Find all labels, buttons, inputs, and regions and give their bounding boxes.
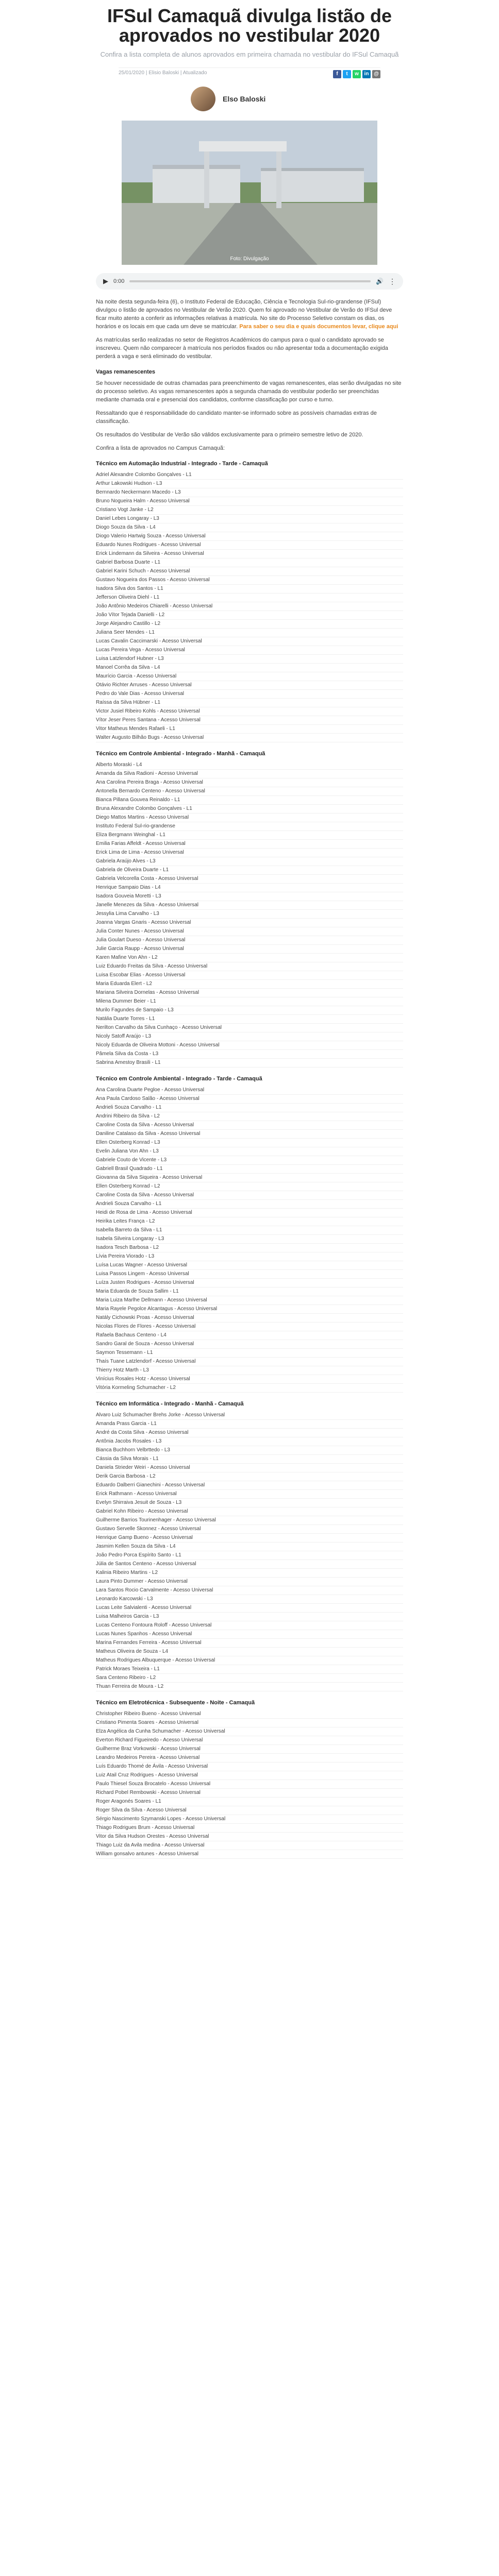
approved-list [96,471,403,742]
page-title: IFSul Camaquã divulga listão de aprovados no vestibular 2020 [107,5,392,46]
list-item: Lucas Pereira Vega - Acesso Universal [96,646,403,655]
list-item: Ellen Osterberg Konrad - L2 [96,1182,403,1191]
list-item: Julia Conter Nunes - Acesso Universal [96,927,403,936]
list-item: Giovanna da Silva Siqueira - Acesso Universal [96,1174,403,1182]
list-item: Gabriel Kohn Ribeiro - Acesso Universal [96,1507,403,1516]
list-item: Amanda da Silva Radioni - Acesso Universal [96,770,403,778]
list-item: Marina Fernandes Ferreira - Acesso Universal [96,1639,403,1648]
list-item: Gabriela Araújo Alves - L3 [96,857,403,866]
course-heading: Técnico em Automação Industrial - Integrado - Tarde - Camaquã [96,461,268,467]
paragraph: As matrículas serão realizadas no setor de Registros Acadêmicos do campus para o qual o candidato aprovado se inscreveu. Quem não comparecer à matrícula nos períodos fixados ou não apresentar toda a documentação exigida perderá a vaga e será eliminado do vestibular. [96,337,388,360]
avatar [191,87,215,111]
list-item: Cristiano Pimenta Soares - Acesso Universal [96,1719,403,1727]
list-item: Lucas Nunes Spanhos - Acesso Universal [96,1630,403,1639]
list-item: Guilherme Braz Vorkowski - Acesso Universal [96,1745,403,1754]
list-item: Everton Richard Figueiredo - Acesso Universal [96,1736,403,1745]
list-item: Murilo Fagundes de Sampaio - L3 [96,1006,403,1015]
list-item: Isabella Barreto da Silva - L1 [96,1226,403,1235]
course-heading: Técnico em Eletrotécnica - Subsequente - Noite - Camaquã [96,1700,255,1706]
list-item: Sabrina Amestoy Brasili - L1 [96,1059,403,1067]
list-item: Vitor da Silva Hudson Orestes - Acesso Universal [96,1833,403,1841]
list-item: Isabela Silveira Longaray - L3 [96,1235,403,1244]
more-options-icon[interactable]: ⋮ [389,277,396,285]
linkedin-share-icon[interactable]: in [362,70,371,78]
list-item: João Vítor Tejada Danielli - L2 [96,611,403,620]
course-heading: Técnico em Controle Ambiental - Integrado - Manhã - Camaquã [96,751,265,757]
paragraph-text: Na noite desta segunda-feira (6), o Instituto Federal de Educação, Ciência e Tecnologia Sul-rio-grandense (IFSul) divulgou o listão de aprovados no Vestibular de Verão 2020. Quem foi aprovado no Vestibular de Verão do IFSul deve ficar muito atento a conferir as informações relativas à matrícula. No site do Processo Seletivo constam os dias, os horários e os locais em que cada um deve se matricular. [96,299,392,330]
list-item: Gustavo Nogueira dos Passos - Acesso Universal [96,576,403,585]
list-item: Emilia Farias Affeldt - Acesso Universal [96,840,403,849]
list-item: Vinícius Rosales Hotz - Acesso Universal [96,1375,403,1384]
list-item: Lucas Cavalin Caccimarski - Acesso Universal [96,637,403,646]
list-item: Ana Carolina Duarte Pegloe - Acesso Universal [96,1086,403,1095]
approved-list [96,1710,403,1859]
list-item: Andrini Ribeiro da Silva - L2 [96,1112,403,1121]
list-item: Henrique Gamp Bueno - Acesso Universal [96,1534,403,1543]
list-item: Nicoly Eduarda de Oliveira Mottoni - Acesso Universal [96,1041,403,1050]
paragraph: Os resultados do Vestibular de Verão são válidos exclusivamente para o primeiro semestre letivo de 2020. [96,432,363,438]
paragraph [96,298,403,331]
list-item: Jorge Alejandro Castillo - L2 [96,620,403,629]
list-item: William gonsalvo antunes - Acesso Universal [96,1850,403,1859]
audio-time: 0:00 [113,278,125,284]
list-item: Maria Eduarda Elert - L2 [96,980,403,989]
list-item: Eliza Bergmann Weinghal - L1 [96,831,403,840]
list-item: Sara Centeno Ribeiro - L2 [96,1674,403,1683]
list-item: Gabriel Karini Schuch - Acesso Universal [96,567,403,576]
list-item: Jasmim Kellen Souza da Silva - L4 [96,1543,403,1551]
list-item: Julie Garcia Raupp - Acesso Universal [96,945,403,954]
list-item: Arthur Lakowski Hudson - L3 [96,480,403,488]
list-item: André da Costa Silva - Acesso Universal [96,1429,403,1437]
list-item: Erick Lima de Lima - Acesso Universal [96,849,403,857]
list-item: Eduardo Dalberri Gianechini - Acesso Universal [96,1481,403,1490]
list-item: Matheus Rodrigues Albuquerque - Acesso Universal [96,1656,403,1665]
list-item: Antônia Jacobs Rosales - L3 [96,1437,403,1446]
list-item: Thiago Luiz da Avila medina - Acesso Universal [96,1841,403,1850]
list-item: Luísa Lucas Wagner - Acesso Universal [96,1261,403,1270]
course-heading: Técnico em Controle Ambiental - Integrado - Tarde - Camaquã [96,1076,262,1082]
whatsapp-share-icon[interactable]: w [353,70,361,78]
list-item: Sandro Garal de Souza - Acesso Universal [96,1340,403,1349]
audio-player[interactable] [96,273,403,290]
list-item: Alvaro Luiz Schumacher Brehs Jorke - Acesso Universal [96,1411,403,1420]
list-item: Luisa Latzlendorf Hubner - L3 [96,655,403,664]
documents-link[interactable]: Para saber o seu dia e quais documentos levar, clique aqui [239,324,398,330]
list-item: Heidi de Rosa de Lima - Acesso Universal [96,1209,403,1217]
author-block [191,84,499,113]
list-item: Antonella Bernardo Centeno - Acesso Universal [96,787,403,796]
volume-icon[interactable]: 🔊 [376,278,384,285]
list-item: Diego Mattos Martins - Acesso Universal [96,814,403,822]
list-item: Ellen Osterberg Konrad - L3 [96,1139,403,1147]
list-item: Bruno Nogueira Halm - Acesso Universal [96,497,403,506]
list-item: Cristiano Vogt Janke - L2 [96,506,403,515]
list-item: Erick Rathmann - Acesso Universal [96,1490,403,1499]
list-item: Roger Silva da Silva - Acesso Universal [96,1806,403,1815]
list-item: Pâmela Silva da Costa - L3 [96,1050,403,1059]
list-item: Erick Lindemann da Silveira - Acesso Universal [96,550,403,558]
list-item: Andrieli Souza Carvalho - L1 [96,1200,403,1209]
list-item: Gabriela de Oliveira Duarte - L1 [96,866,403,875]
list-item: Natály Cichowski Proas - Acesso Universal [96,1314,403,1323]
list-item: Caroline Costa da Silva - Acesso Universal [96,1121,403,1130]
paragraph: Se houver necessidade de outras chamadas para preenchimento de vagas remanescentes, elas serão divulgadas no site do processo seletivo. As vagas remanescentes após a segunda chamada do vestibular poderão ser preenchidas mediante chamada oral e presencial dos candidatos, conforme classificação por curso e turno. [96,380,402,403]
list-item: Isadora Tesch Barbosa - L2 [96,1244,403,1252]
image-caption: Foto: Divulgação [230,256,269,262]
list-item: Diogo Souza da Silva - L4 [96,523,403,532]
list-item: Thiago Rodrigues Brum - Acesso Universal [96,1824,403,1833]
approved-list [96,1411,403,1691]
list-item: Vitória Kormeling Schumacher - L2 [96,1384,403,1393]
list-item: Jessylia Lima Carvalho - L3 [96,910,403,919]
list-item: Maria Rayele Pegolce Alcantagus - Acesso Universal [96,1305,403,1314]
list-item: Guilherme Barrios Tourinenhager - Acesso Universal [96,1516,403,1525]
course-heading: Técnico em Informática - Integrado - Manhã - Camaquã [96,1401,244,1407]
list-item: Paulo Thiesel Souza Brocatelo - Acesso Universal [96,1780,403,1789]
list-item: Gabriell Brasil Quadrado - L1 [96,1165,403,1174]
approved-list [96,1086,403,1393]
list-item: Cássia da Silva Morais - L1 [96,1455,403,1464]
paragraph: Ressaltando que é responsabilidade do candidato manter-se informado sobre as possíveis chamadas extras de classificação. [96,410,377,425]
list-item: Luisa Escobar Elias - Acesso Universal [96,971,403,980]
list-item: Bianca Pillana Gouvea Reinaldo - L1 [96,796,403,805]
list-item: Henrique Sampaio Dias - L4 [96,884,403,892]
list-item: Sérgio Nascimento Szymanski Lopes - Acesso Universal [96,1815,403,1824]
audio-progress[interactable] [129,280,371,282]
article-subtitle: Confira a lista completa de alunos aprovados em primeira chamada no vestibular do IFSul Camaquã [100,50,399,58]
list-item: Maria Eduarda de Souza Sallim - L1 [96,1287,403,1296]
list-item: Luisa Passos Lingem - Acesso Universal [96,1270,403,1279]
list-item: Gabriel Barbosa Duarte - L1 [96,558,403,567]
list-item: Leandro Medeiros Pereira - Acesso Universal [96,1754,403,1762]
list-item: João Antônio Medeiros Chiarelli - Acesso Universal [96,602,403,611]
list-item: Manoel Corrêa da Silva - L4 [96,664,403,672]
list-item: Thierry Hotz Marth - L3 [96,1366,403,1375]
list-item: João Pedro Porca Espírito Santo - L1 [96,1551,403,1560]
list-item: Lucas Leite Salvialenti - Acesso Universal [96,1604,403,1613]
list-item: Elza Angélica da Cunha Schumacher - Acesso Universal [96,1727,403,1736]
list-item: Maurício Garcia - Acesso Universal [96,672,403,681]
list-item: Kalinia Ribeiro Martins - L2 [96,1569,403,1578]
list-item: Rafaela Bachaus Centeno - L4 [96,1331,403,1340]
list-item: Karen Mafine Von Ahn - L2 [96,954,403,962]
list-item: Luisa Malheiros Garcia - L3 [96,1613,403,1621]
list-item: Mariana Silveira Dornelas - Acesso Universal [96,989,403,997]
list-item: Instituto Federal Sul-rio-grandense [96,822,403,831]
list-item: Laura Pinto Dummer - Acesso Universal [96,1578,403,1586]
list-item: Saymon Tessemann - L1 [96,1349,403,1358]
list-item: Ana Carolina Pereira Braga - Acesso Universal [96,778,403,787]
list-item: Amanda Prass Garcia - L1 [96,1420,403,1429]
approved-list [96,761,403,1067]
list-item: Luís Eduardo Thomé de Ávila - Acesso Universal [96,1762,403,1771]
approved-lists [96,460,403,1859]
section-heading: Vagas remanescentes [96,369,155,375]
list-item: Isadora Silva dos Santos - L1 [96,585,403,594]
list-item: Walter Augusto Bilhão Bugs - Acesso Universal [96,734,403,742]
list-item: Natália Duarte Torres - L1 [96,1015,403,1024]
article-meta: 25/01/2020 | Elisio Baloski | Atualizado [119,70,207,76]
list-item: Lívia Pereira Viorado - L3 [96,1252,403,1261]
list-item: Daniline Catalaso da Silva - Acesso Universal [96,1130,403,1139]
campus-photo [122,121,377,265]
list-item: Bianca Buchhorn Velbrttedo - L3 [96,1446,403,1455]
list-item: Nicoly Satoff Araújo - L3 [96,1032,403,1041]
list-item: Thuan Ferreira de Moura - L2 [96,1683,403,1691]
article-body [96,298,403,1859]
list-item: Gustavo Servelle Skonnez - Acesso Universal [96,1525,403,1534]
share-buttons [333,70,380,78]
twitter-share-icon[interactable]: t [343,70,351,78]
list-item: Eduardo Nunes Rodrigues - Acesso Universal [96,541,403,550]
list-item: Caroline Costa da Silva - Acesso Universal [96,1191,403,1200]
list-item: Lara Santos Rocio Carvalmente - Acesso Universal [96,1586,403,1595]
list-item: Diogo Valerio Hartwig Souza - Acesso Universal [96,532,403,541]
list-item: Heirika Leites França - L2 [96,1217,403,1226]
list-item: Adriel Alexandre Colombo Gonçalves - L1 [96,471,403,480]
list-item: Luíza Justen Rodrigues - Acesso Universal [96,1279,403,1287]
list-item: Vitor Matheus Mendes Rafaeli - L1 [96,725,403,734]
list-item: Raíssa da Silva Hübner - L1 [96,699,403,707]
list-item: Daniel Lebes Longaray - L3 [96,515,403,523]
list-item: Gabriela Velcorella Costa - Acesso Universal [96,875,403,884]
list-item: Júlia de Santos Centeno - Acesso Universal [96,1560,403,1569]
list-item: Andrieli Souza Carvalho - L1 [96,1104,403,1112]
list-item: Julia Goulart Dueso - Acesso Universal [96,936,403,945]
list-item: Lucas Centeno Fontoura Roloff - Acesso Universal [96,1621,403,1630]
list-item: Nerilton Carvalho da Silva Cunhaço - Acesso Universal [96,1024,403,1032]
list-item: Christopher Ribeiro Bueno - Acesso Universal [96,1710,403,1719]
list-item: Derik Garcia Barbosa - L2 [96,1472,403,1481]
list-item: Matheus Oliveira de Souza - L4 [96,1648,403,1656]
list-item: Nicolas Flores de Flores - Acesso Universal [96,1323,403,1331]
list-item: Leonardo Karcowski - L3 [96,1595,403,1604]
hero-image [122,121,377,265]
list-item: Otávio Richter Arruses - Acesso Universal [96,681,403,690]
list-item: Vítor Jeser Peres Santana - Acesso Universal [96,716,403,725]
play-icon[interactable]: ▶ [103,277,108,285]
list-item: Bruna Alexandre Colombo Gonçalves - L1 [96,805,403,814]
list-item: Patrick Moraes Teixeira - L1 [96,1665,403,1674]
list-item: Milena Dummer Beier - L1 [96,997,403,1006]
list-item: Roger Aragonés Soares - L1 [96,1798,403,1806]
list-item: Victor Jusiel Ribeiro Kohls - Acesso Universal [96,707,403,716]
list-item: Bernnardo Neckermann Macedo - L3 [96,488,403,497]
list-item: Ana Paula Cardoso Salão - Acesso Universal [96,1095,403,1104]
list-item: Evelin Juliana Von Ahn - L3 [96,1147,403,1156]
paragraph: Confira a lista de aprovados no Campus Camaquã: [96,445,225,451]
list-item: Evelyn Shirraiva Jesuit de Souza - L3 [96,1499,403,1507]
list-item: Alberto Moraski - L4 [96,761,403,770]
list-item: Isadora Gouveia Moretti - L3 [96,892,403,901]
list-item: Daniela Strieder Weiri - Acesso Universal [96,1464,403,1472]
list-item: Jefferson Oliveira Diehl - L1 [96,594,403,602]
list-item: Thaís Tuane Latzlendorf - Acesso Universal [96,1358,403,1366]
list-item: Juliana Seer Mendes - L1 [96,629,403,637]
list-item: Maria Luiza Marlhe Dellmann - Acesso Universal [96,1296,403,1305]
list-item: Richard Pobel Rembowski - Acesso Universal [96,1789,403,1798]
list-item: Joanna Vargas Gnaris - Acesso Universal [96,919,403,927]
meta-bar [119,67,380,80]
list-item: Luiz Eduardo Freitas da Silva - Acesso Universal [96,962,403,971]
author-name[interactable]: Elso Baloski [223,95,266,103]
email-share-icon[interactable]: @ [372,70,380,78]
list-item: Pedro do Vale Dias - Acesso Universal [96,690,403,699]
list-item: Luiz Atail Cruz Rodrigues - Acesso Universal [96,1771,403,1780]
list-item: Gabriele Couto de Vicente - L3 [96,1156,403,1165]
facebook-share-icon[interactable]: f [333,70,341,78]
list-item: Janelle Menezes da Silva - Acesso Universal [96,901,403,910]
